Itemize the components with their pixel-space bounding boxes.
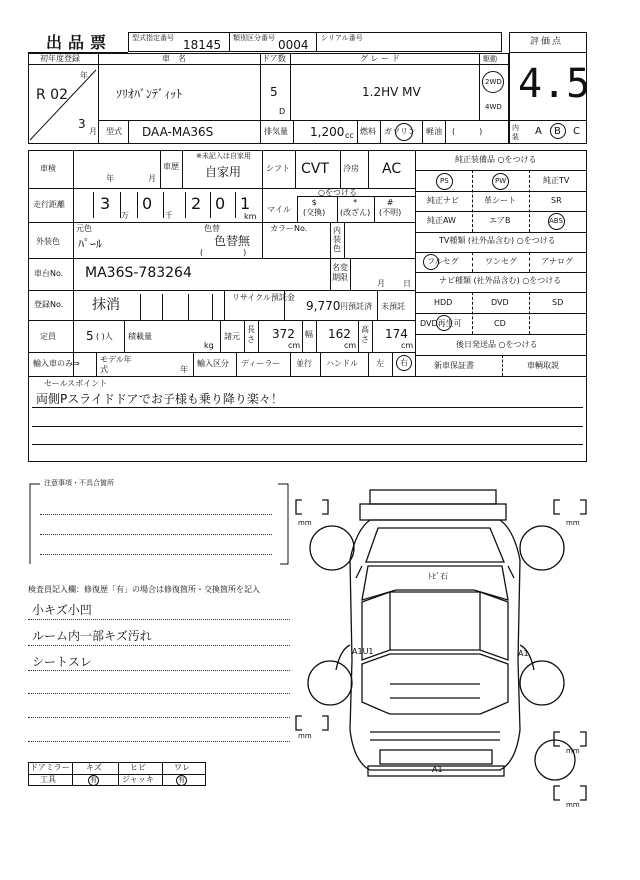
doors-label: ドア数 <box>262 54 286 63</box>
shift-label: シフト <box>266 164 290 173</box>
displacement-value: 1,200 <box>310 125 345 139</box>
fuel-light-oil: 軽油 <box>426 127 442 136</box>
recycle-value: 9,770 <box>306 299 341 313</box>
eq-leather: 革シート <box>484 196 516 205</box>
legend-tools: 工具 <box>40 775 56 784</box>
damage-stone-chip: ﾄﾋﾞ石 <box>428 572 448 581</box>
cert-no: 18145 <box>183 38 222 52</box>
inspection-label: 車検 <box>40 164 56 173</box>
serial-box <box>316 32 502 52</box>
mileage-digit-5: 1 <box>240 194 251 213</box>
recycle-not-deposited: 未預託 <box>381 302 405 311</box>
meigi-month: 月 <box>377 279 385 288</box>
width-unit: cm <box>344 341 357 350</box>
ac-value: AC <box>382 161 402 177</box>
first-reg-month: 3 <box>78 117 86 131</box>
grade-value: 1.2HV MV <box>362 85 421 99</box>
model-label: 型式 <box>106 127 122 136</box>
fuel-gasoline: ガソリン <box>384 127 416 136</box>
import-type-label: 輸入区分 <box>197 359 229 368</box>
inspector-label: 検査員記入欄：修復歴「有」の場合は修復箇所・交換箇所を記入 <box>28 585 260 594</box>
post-title: 後日発送品 ○をつける <box>456 340 538 349</box>
sales-label: セールスポイント <box>44 379 108 388</box>
odometer-check-label: ○をつける <box>318 188 357 197</box>
door-type: D <box>279 107 286 116</box>
fuel-label: 燃料 <box>360 127 376 136</box>
repaint-paren: ( ) <box>200 248 247 257</box>
capacity-label: 定員 <box>40 332 56 341</box>
tv-analog: アナログ <box>541 257 573 266</box>
class-no-box <box>229 32 317 52</box>
legend-jack-value: 有 <box>178 776 185 784</box>
handle-left: 左 <box>376 359 384 368</box>
tv-title: TV種類 (社外品含む) ○をつける <box>439 236 556 245</box>
length-unit: cm <box>288 341 301 350</box>
chassis-value: MA36S-783264 <box>85 265 192 281</box>
odometer-unknown: # (不明) <box>379 198 402 217</box>
cert-no-box <box>128 32 230 52</box>
navi-dvd-play: DVD再生可 <box>420 319 462 328</box>
legend-tools-value: 有 <box>90 776 97 784</box>
grade-label: グ レ ー ド <box>360 54 400 63</box>
handle-label: ハンドル <box>326 359 358 368</box>
first-reg-label: 初年度登録 <box>40 54 80 63</box>
damage-mark-left: A1U1 <box>352 647 374 656</box>
mileage-digit-1: 3 <box>100 194 111 213</box>
eq-airbag: エアB <box>489 216 511 225</box>
note-line-3: シートスレ <box>32 655 92 669</box>
height-label: 高さ <box>361 325 369 344</box>
damage-mark-bottom: A1 <box>432 765 443 774</box>
orig-color-label: 元色 <box>76 224 92 233</box>
note-line-2: ルーム内一部キズ汚れ <box>32 629 152 643</box>
damage-mark-right: A1 <box>518 649 529 658</box>
import-label: 輸入車のみ⇒ <box>33 359 80 368</box>
cc-unit: cc <box>345 131 354 140</box>
model-value: DAA-MA36S <box>142 125 214 139</box>
fuel-other: ( ) <box>452 127 483 136</box>
inspection-year-unit: 年 <box>106 174 114 183</box>
interior-a: A <box>535 126 542 137</box>
tv-full: フルセグ <box>427 257 459 266</box>
note-line-1: 小キズ小凹 <box>32 603 92 617</box>
mm-label-rl: mm <box>298 732 312 740</box>
length-value: 372 <box>272 327 295 341</box>
navi-hdd: HDD <box>434 298 453 307</box>
drive-label: 駆動 <box>483 55 497 63</box>
car-name: ｿﾘｵﾊﾞﾝﾃﾞｨｯﾄ <box>116 87 183 101</box>
capacity-unit: ( )人 <box>96 332 113 341</box>
serial-label: シリアル番号 <box>321 34 363 42</box>
navi-title: ナビ種類 (社外品含む) ○をつける <box>439 276 562 285</box>
rating-label: 評価点 <box>530 37 564 47</box>
meigi-label: 名変期限 <box>332 263 348 282</box>
model-year-unit: 年 <box>180 365 188 374</box>
history-value: 自家用 <box>205 165 242 179</box>
sheet-title: 出品票 <box>46 33 113 52</box>
unit-man: 万 <box>121 211 129 220</box>
year-suffix: 年 <box>80 71 88 80</box>
repaint-label: 色替 <box>204 224 220 233</box>
unit-km: km <box>244 212 257 221</box>
eq-navi: 純正ナビ <box>427 196 459 205</box>
legend-mirror: ドアミラー <box>30 763 70 772</box>
eq-pw: PW <box>495 177 507 185</box>
dims-label: 諸元 <box>224 332 240 341</box>
shift-value: CVT <box>301 161 329 177</box>
navi-cd: CD <box>494 319 506 328</box>
reg-no-label: 登録No. <box>34 300 64 309</box>
mileage-digit-4: 0 <box>215 194 226 213</box>
width-value: 162 <box>328 327 351 341</box>
eq-sr: SR <box>551 196 562 205</box>
recycle-label: リサイクル預託金 <box>232 293 295 302</box>
color-no-label: カラーNo. <box>270 224 308 233</box>
eq-aw: 純正AW <box>427 216 456 225</box>
drive-2wd: 2WD <box>485 78 502 86</box>
unit-sen: 千 <box>165 211 173 220</box>
post-warranty: 新車保証書 <box>434 361 474 370</box>
drive-4wd: 4WD <box>485 103 502 111</box>
handle-right: 右 <box>400 358 408 367</box>
meigi-day: 日 <box>403 279 411 288</box>
eq-ps: PS <box>440 177 449 185</box>
odometer-tampered: * (改ざん) <box>340 198 371 217</box>
doors-value: 5 <box>270 85 278 99</box>
history-note: ※未記入は自家用 <box>196 152 251 160</box>
mm-label-rr: mm <box>566 747 580 755</box>
mile-label: マイル <box>267 205 291 214</box>
import-dealer: ディーラー <box>241 359 281 368</box>
month-suffix: 月 <box>89 127 97 136</box>
model-year-label: モデル年式 <box>100 355 132 374</box>
tv-one: ワンセグ <box>485 257 517 266</box>
equipment-title: 純正装備品 ○をつける <box>455 155 537 164</box>
height-value: 174 <box>385 327 408 341</box>
displacement-label: 排気量 <box>264 127 288 136</box>
width-label: 幅 <box>305 330 313 339</box>
history-label: 車歴 <box>163 162 179 171</box>
first-reg-era: R 02 <box>36 87 68 103</box>
sales-text: 両側Pスライドドアでお子様も乗り降り楽々！ <box>36 392 283 406</box>
navi-sd: SD <box>552 298 564 307</box>
repaint-value: 色替無 <box>214 234 251 248</box>
mm-label-spare: mm <box>566 801 580 809</box>
mileage-digit-2: 0 <box>142 194 153 213</box>
reg-no-value: 抹消 <box>92 297 120 313</box>
notes-label: 注意事項・不具合箇所 <box>44 479 114 487</box>
recycle-unit: 円預託済 <box>340 302 372 311</box>
post-manual: 車輌取説 <box>527 361 559 370</box>
load-label: 積載量 <box>128 332 152 341</box>
eq-tv: 純正TV <box>543 176 570 185</box>
capacity-value: 5 <box>86 329 94 343</box>
car-name-label: 車 名 <box>162 54 186 63</box>
interior-label: 内装 <box>512 124 519 141</box>
rating-value: 4.5 <box>518 61 591 107</box>
class-no: 0004 <box>278 38 309 52</box>
interior-c: C <box>573 126 580 137</box>
load-unit: kg <box>204 341 214 350</box>
legend-jack: ジャッキ <box>122 775 154 784</box>
mm-label-fl: mm <box>298 519 312 527</box>
odometer-exchanged: $ (交換) <box>303 198 326 217</box>
legend-crack: ヒビ <box>130 763 146 772</box>
exterior-color-label: 外装色 <box>36 237 60 246</box>
car-damage-diagram <box>290 470 590 810</box>
import-parallel: 並行 <box>296 359 312 368</box>
ac-label: 冷房 <box>343 164 359 173</box>
height-unit: cm <box>401 341 414 350</box>
legend-scratch: キズ <box>86 763 102 772</box>
mm-label-fr: mm <box>566 519 580 527</box>
cert-no-label: 型式指定番号 <box>132 34 174 42</box>
mileage-label: 走行距離 <box>33 200 65 209</box>
orig-color: ﾊﾟｰﾙ <box>78 237 103 251</box>
chassis-label: 車台No. <box>34 269 64 278</box>
length-label: 長さ <box>247 325 255 344</box>
eq-abs: ABS <box>549 217 563 225</box>
notes-bracket <box>28 478 290 566</box>
legend-break: ワレ <box>174 763 190 772</box>
inspection-month-unit: 月 <box>148 174 156 183</box>
class-no-label: 類別区分番号 <box>233 34 275 42</box>
interior-b: B <box>554 126 561 137</box>
fuel-selected-circle <box>395 123 413 141</box>
navi-dvd: DVD <box>491 298 509 307</box>
interior-color-label: 内装色 <box>333 226 341 253</box>
mileage-digit-3: 2 <box>191 194 202 213</box>
